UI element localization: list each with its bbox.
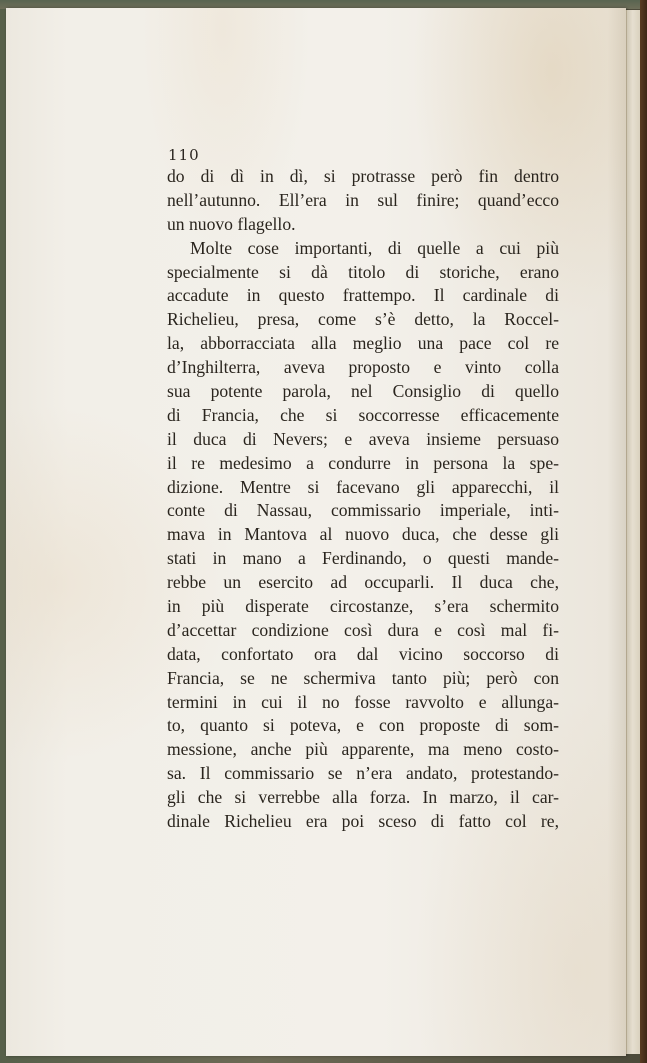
text-line: data, confortato ora dal vicino soccorso di bbox=[167, 643, 559, 664]
text-line: Francia, se ne schermiva tanto più; però con bbox=[167, 667, 559, 688]
page-number: 110 bbox=[168, 146, 200, 164]
text-line: un nuovo flagello. bbox=[167, 213, 296, 234]
text-line: d’accettar condizione così dura e così mal fi- bbox=[167, 619, 559, 640]
text-line: dizione. Mentre si facevano gli apparecchi, il bbox=[167, 476, 559, 497]
adjacent-page-edge bbox=[626, 10, 641, 1054]
text-line: Molte cose importanti, di quelle a cui più bbox=[190, 237, 559, 258]
text-line: conte di Nassau, commissario imperiale, inti- bbox=[167, 500, 559, 521]
text-line: sa. Il commissario se n’era andato, protestando- bbox=[167, 763, 559, 784]
text-line: accadute in questo frattempo. Il cardinale di bbox=[167, 285, 559, 306]
text-line: sua potente parola, nel Consiglio di quello bbox=[167, 381, 559, 402]
text-line: mava in Mantova al nuovo duca, che desse gli bbox=[167, 524, 559, 545]
text-line: dinale Richelieu era poi sceso di fatto col re, bbox=[167, 811, 559, 832]
text-line: nell’autunno. Ell’era in sul finire; quand’ecco bbox=[167, 189, 559, 210]
text-line: termini in cui il no fosse ravvolto e allunga- bbox=[167, 691, 559, 712]
text-line: il duca di Nevers; e aveva insieme persuaso bbox=[167, 428, 559, 449]
text-line: Richelieu, presa, come s’è detto, la Roccel- bbox=[167, 309, 559, 330]
text-line: la, abborracciata alla meglio una pace col re bbox=[167, 333, 559, 354]
book-cover-edge bbox=[640, 0, 647, 1063]
text-line: di Francia, che si soccorresse efficacemente bbox=[167, 404, 559, 425]
text-line: to, quanto si poteva, e con proposte di som- bbox=[167, 715, 559, 736]
text-line: stati in mano a Ferdinando, o questi mande- bbox=[167, 548, 559, 569]
text-line: il re medesimo a condurre in persona la spe- bbox=[167, 452, 559, 473]
text-line: gli che si verrebbe alla forza. In marzo, il car- bbox=[167, 787, 559, 808]
text-line: d’Inghilterra, aveva proposto e vinto colla bbox=[167, 357, 559, 378]
text-line: rebbe un esercito ad occuparli. Il duca che, bbox=[167, 572, 559, 593]
text-line: messione, anche più apparente, ma meno costo- bbox=[167, 739, 559, 760]
text-line: in più disperate circostanze, s’era schermito bbox=[167, 596, 559, 617]
text-line: do di dì in dì, si protrasse però fin dentro bbox=[167, 166, 559, 186]
text-line: specialmente si dà titolo di storiche, erano bbox=[167, 261, 559, 282]
body-text bbox=[167, 165, 559, 834]
